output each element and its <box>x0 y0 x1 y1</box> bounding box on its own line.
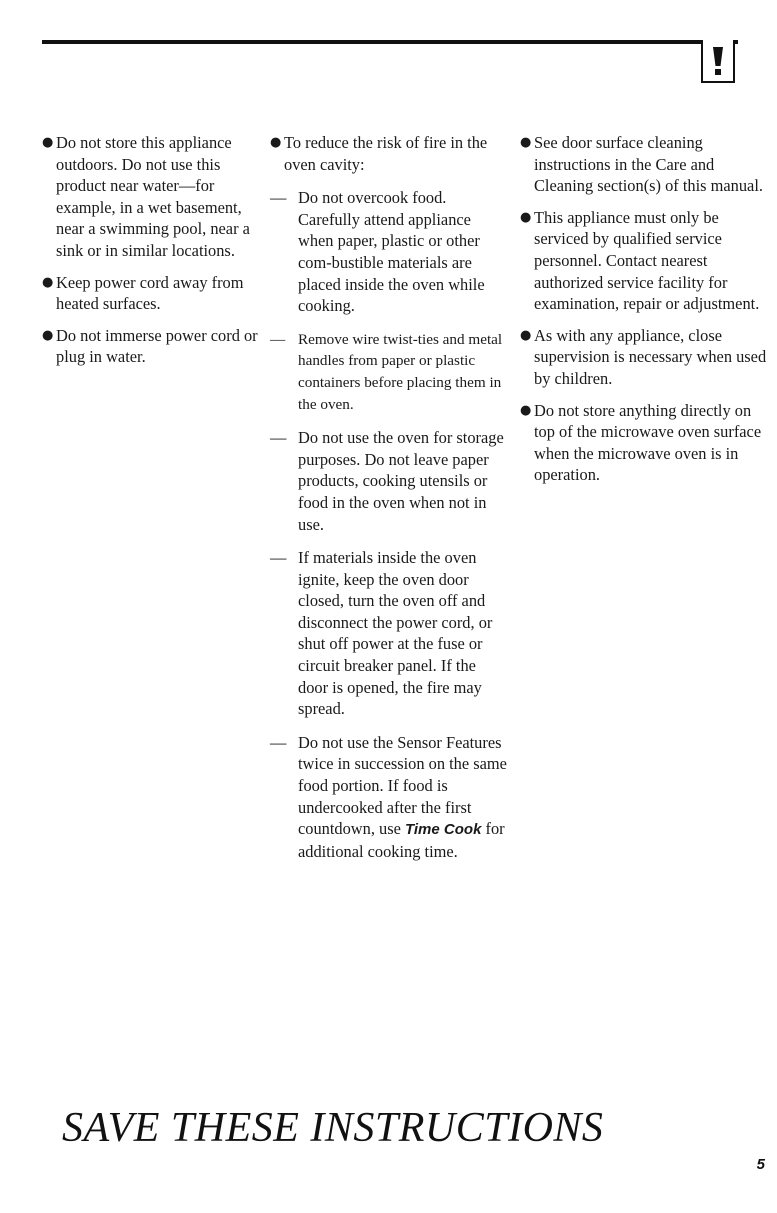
bullet-icon: ● <box>42 135 54 150</box>
top-rule <box>42 40 738 44</box>
dash-icon: — <box>270 428 287 448</box>
dash-item: — Do not overcook food. Carefully attend appliance when paper, plastic or other com-bustible materials are placed inside the oven while cooking. <box>270 188 485 316</box>
dash-item: — If materials inside the oven ignite, keep the oven door closed, turn the oven off and disconnect the power cord, or shut off power at the fuse or circuit breaker panel. If the door is opened, the fire may spread. <box>270 548 493 719</box>
safety-column-3 <box>520 132 770 496</box>
bullet-icon: ● <box>42 327 54 343</box>
list-item: ● Do not store anything directly on top of the microwave oven surface when the microwave oven is in operation. <box>520 400 762 485</box>
dash-icon: — <box>270 732 287 752</box>
list-item: ● Do not store this appliance outdoors. Do not use this product near water—for example, in a wet basement, near a swimming pool, near a sink or in similar locations. <box>42 133 250 260</box>
dash-icon: — <box>270 188 287 208</box>
list-item: ● Keep power cord away from heated surfaces. <box>42 272 244 314</box>
bullet-icon: ● <box>520 209 532 225</box>
list-item: ● Do not immerse power cord or plug in water. <box>42 325 258 367</box>
bullet-icon: ● <box>42 274 54 290</box>
dash-icon: — <box>270 330 286 348</box>
safety-column-2 <box>270 132 510 872</box>
bullet-icon: ● <box>520 135 532 150</box>
bullet-icon: ● <box>270 135 282 150</box>
list-item: ● This appliance must only be serviced by qualified service personnel. Contact nearest authorized service facility for examination, repair or adjustment. <box>520 207 760 314</box>
list-item: ● To reduce the risk of fire in the oven cavity: <box>270 133 488 174</box>
safety-column-1 <box>42 132 264 378</box>
time-cook-emphasis: Time Cook <box>405 821 482 839</box>
dash-item: — Remove wire twist-ties and metal handles from paper or plastic containers before placing them in the oven. <box>270 330 503 413</box>
warning-badge <box>701 40 735 83</box>
list-item: ● As with any appliance, close supervision is necessary when used by children. <box>520 325 767 388</box>
dash-item: — Do not use the Sensor Features twice in succession on the same food portion. If food is undercooked after the first countdown, use Time Cook for additional cooking time. <box>270 732 507 861</box>
bullet-icon: ● <box>520 402 532 418</box>
save-instructions-heading: SAVE THESE INSTRUCTIONS <box>62 1105 604 1151</box>
dash-item: — Do not use the oven for storage purposes. Do not leave paper products, cooking utensils or food in the oven when not in use. <box>270 428 504 534</box>
page-number: 5 <box>756 1156 765 1173</box>
list-item: ● See door surface cleaning instructions in the Care and Cleaning section(s) of this manual. <box>520 133 763 196</box>
exclamation-icon <box>711 46 725 76</box>
dash-icon: — <box>270 548 287 568</box>
bullet-icon: ● <box>520 327 532 343</box>
